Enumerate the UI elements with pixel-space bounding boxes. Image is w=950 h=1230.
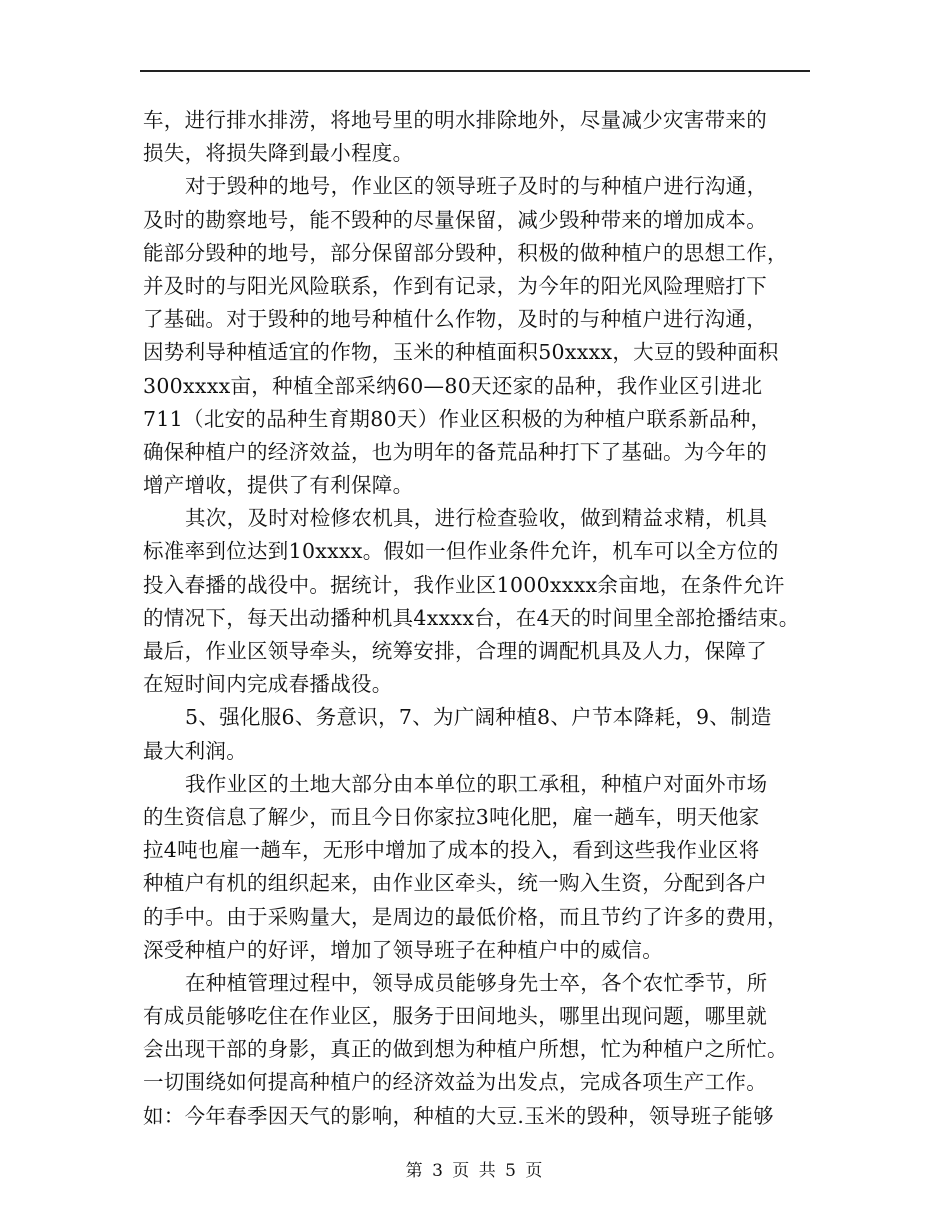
text-line: 车，进行排水排涝，将地号里的明水排除地外，尽量减少灾害带来的 [143,108,767,132]
text-line: 的情况下，每天出动播种机具4xxxx台，在4天的时间里全部抢播结束。 [143,605,800,630]
text-line: 5、强化服6、务意识，7、为广阔种植8、户节本降耗，9、制造 [185,705,772,730]
text-line: 及时的勘察地号，能不毁种的尽量保留，减少毁种带来的增加成本。 [143,207,767,232]
text-line: 最后，作业区领导牵头，统筹安排，合理的调配机具及人力，保障了 [143,639,767,663]
text-line: 投入春播的战役中。据统计，我作业区1000xxxx余亩地，在条件允许 [143,572,785,597]
text-line: 会出现干部的身影，真正的做到想为种植户所想，忙为种植户之所忙。 [143,1037,788,1062]
text-line: 有成员能够吃住在作业区，服务于田间地头，哪里出现问题，哪里就 [143,1004,767,1029]
text-line: 在短时间内完成春播战役。 [143,672,393,697]
text-line: 其次，及时对检修农机具，进行检查验收，做到精益求精，机具 [185,506,768,531]
header-rule [140,70,810,72]
text-line: 我作业区的土地大部分由本单位的职工承租，种植户对面外市场 [185,771,768,796]
text-line: 的手中。由于采购量大，是周边的最低价格，而且节约了许多的费用， [143,904,788,929]
text-line: 增产增收，提供了有利保障。 [143,473,414,498]
text-line: 标准率到位达到10xxxx。假如一但作业条件允许，机车可以全方位的 [143,539,779,564]
text-line: 711（北安的品种生育期80天）作业区积极的为种植户联系新品种， [143,406,772,431]
text-line: 深受种植户的好评，增加了领导班子在种植户中的威信。 [143,937,663,962]
text-line: 能部分毁种的地号，部分保留部分毁种，积极的做种植户的思想工作， [143,240,788,265]
text-line: 对于毁种的地号，作业区的领导班子及时的与种植户进行沟通， [185,174,768,199]
text-line: 如：今年春季因天气的影响，种植的大豆.玉米的毁种，领导班子能够 [143,1103,774,1128]
text-line: 拉4吨也雇一趟车，无形中增加了成本的投入，看到这些我作业区将 [143,838,760,863]
text-line: 在种植管理过程中，领导成员能够身先士卒，各个农忙季节，所 [185,970,768,995]
text-line: 最大利润。 [143,738,247,763]
text-line: 确保种植户的经济效益，也为明年的备荒品种打下了基础。为今年的 [143,439,767,464]
document-body [143,104,843,1133]
text-line: 因势利导种植适宜的作物，玉米的种植面积50xxxx，大豆的毁种面积 [143,340,779,365]
page-footer: 第 3 页 共 5 页 [405,1161,545,1181]
text-line: 并及时的与阳光风险联系，作到有记录，为今年的阳光风险理赔打下 [143,273,767,298]
text-line: 种植户有机的组织起来，由作业区牵头，统一购入生资，分配到各户 [143,871,767,896]
text-line: 了基础。对于毁种的地号种植什么作物，及时的与种植户进行沟通， [143,307,767,332]
text-line: 的生资信息了解少，而且今日你家拉3吨化肥，雇一趟车，明天他家 [143,804,760,829]
text-line: 一切围绕如何提高种植户的经济效益为出发点，完成各项生产工作。 [143,1070,767,1095]
text-line: 损失，将损失降到最小程度。 [143,141,414,166]
text-line: 300xxxx亩，种植全部采纳60—80天还家的品种，我作业区引进北 [143,373,763,398]
